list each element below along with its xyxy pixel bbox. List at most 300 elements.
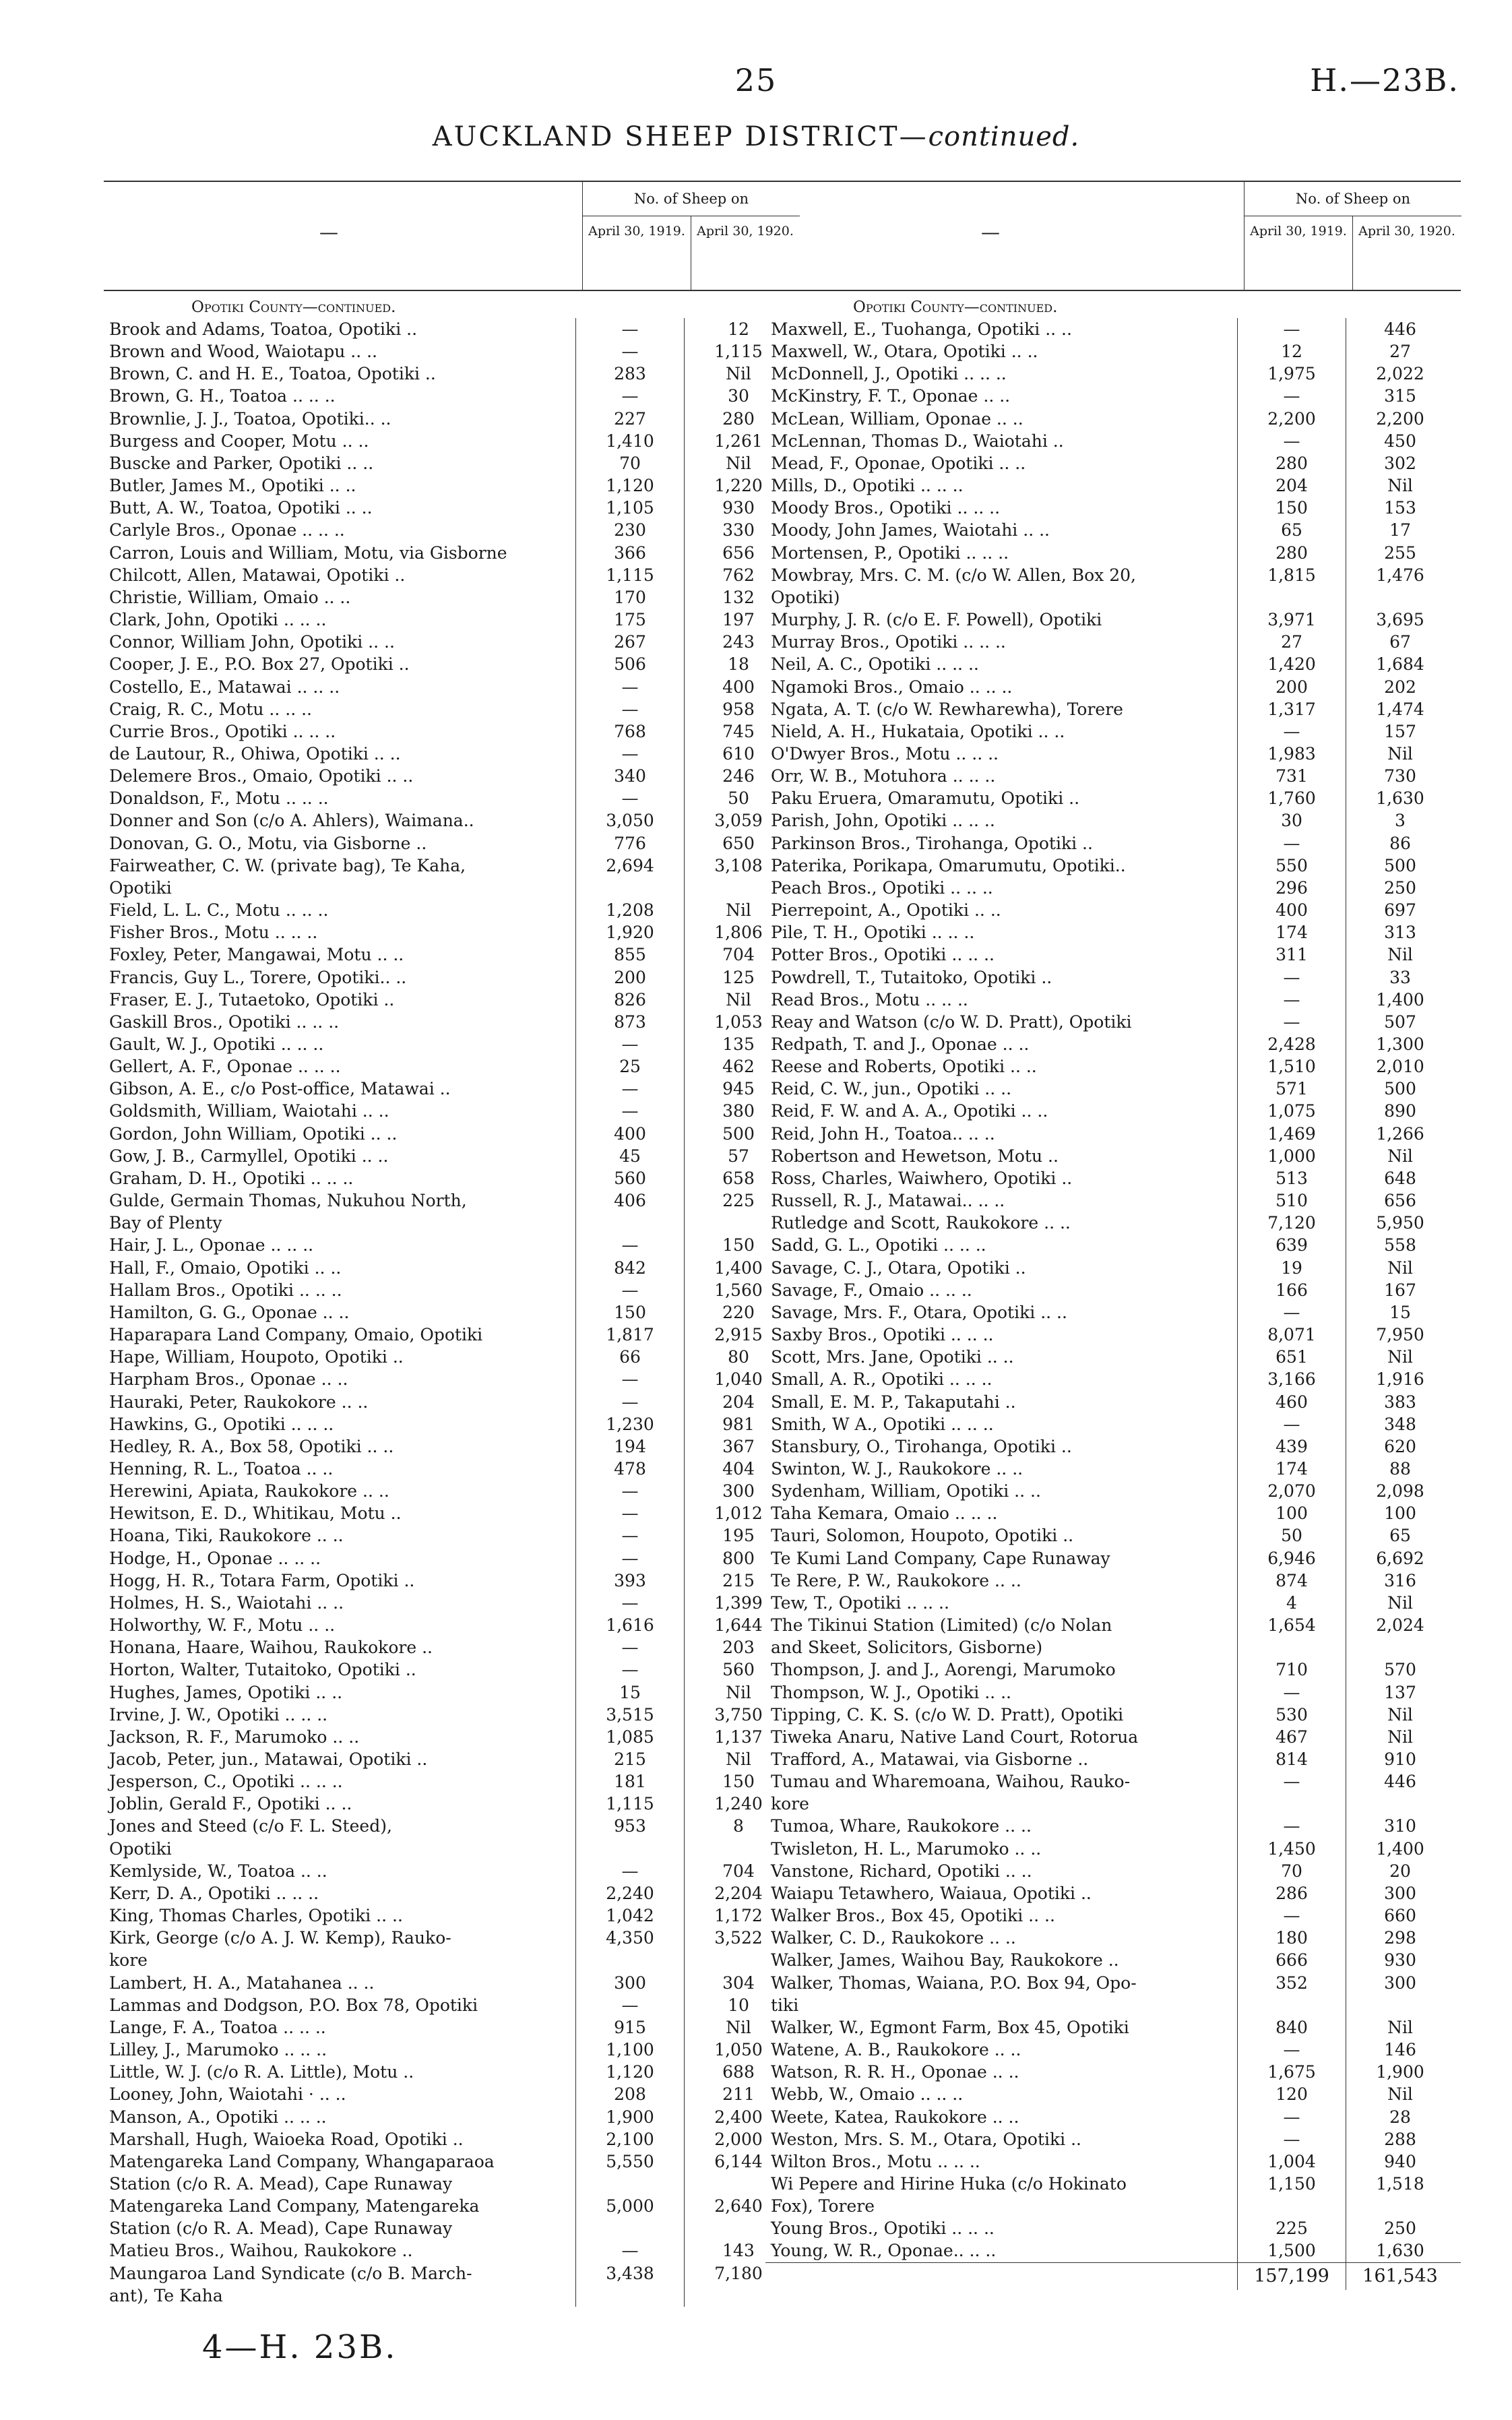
sheep-1919: 1,120: [575, 474, 684, 497]
sheep-1919: [1237, 1994, 1346, 2016]
sheep-1919: —: [1237, 832, 1346, 855]
sheep-1919: 280: [1237, 542, 1346, 564]
sheep-1919: —: [1237, 2128, 1346, 2150]
table-row: [104, 989, 799, 1011]
sheep-1920: 2,098: [1346, 1480, 1454, 1502]
table-row: [765, 2150, 1461, 2173]
sheep-1920: 167: [1346, 1279, 1454, 1301]
sheep-1920: 88: [1346, 1458, 1454, 1480]
table-row: [104, 586, 799, 609]
owner-name: Hogg, H. R., Totara Farm, Opotiki ..: [109, 1570, 415, 1590]
owner-name: Hauraki, Peter, Raukokore .. ..: [109, 1392, 369, 1412]
table-row: [765, 631, 1461, 653]
owner-name: kore: [109, 1950, 148, 1971]
owner-name: Donner and Son (c/o A. Ahlers), Waimana..: [109, 811, 474, 831]
table-row: [765, 1524, 1461, 1547]
table-row: [765, 1234, 1461, 1256]
sheep-1919: 3,438: [575, 2262, 684, 2285]
sheep-1919: 267: [575, 631, 684, 653]
sheep-1920: 1,240: [684, 1793, 792, 1815]
owner-name: Hamilton, G. G., Oponae .. ..: [109, 1302, 350, 1322]
page-footer: 4—H. 23B.: [202, 2328, 398, 2366]
sheep-1920: 17: [1346, 519, 1454, 541]
sheep-1919: —: [575, 787, 684, 809]
owner-name: Fairweather, C. W. (private bag), Te Kaha,: [109, 855, 466, 875]
owner-name: Sydenham, William, Opotiki .. ..: [771, 1481, 1041, 1501]
sheep-1920: 150: [684, 1770, 792, 1793]
sheep-1919: 1,616: [575, 1614, 684, 1636]
table-row: [104, 943, 799, 966]
owner-name: Lambert, H. A., Matahanea .. ..: [109, 1973, 375, 1993]
sheep-1919: 66: [575, 1346, 684, 1368]
table-row: [765, 586, 1461, 609]
sheep-1919: 6,946: [1237, 1547, 1346, 1570]
owner-name: Goldsmith, William, Waiotahi .. ..: [109, 1101, 389, 1121]
table-row: [104, 497, 799, 519]
owner-name: Foxley, Peter, Mangawai, Motu .. ..: [109, 945, 404, 965]
sheep-1920: 15: [1346, 1301, 1454, 1324]
table-row: [765, 1033, 1461, 1055]
owner-name: Vanstone, Richard, Opotiki .. ..: [771, 1861, 1032, 1881]
sheep-1920: 5,950: [1346, 1212, 1454, 1234]
sheep-1919: [575, 2173, 684, 2195]
owner-name: Ngata, A. T. (c/o W. Rewharewha), Torere: [771, 699, 1123, 719]
sheep-1919: 65: [1237, 519, 1346, 541]
owner-name: Tumoa, Whare, Raukokore .. ..: [771, 1816, 1032, 1836]
sheep-1919: [575, 877, 684, 899]
owner-name: Horton, Walter, Tutaitoko, Opotiki ..: [109, 1660, 416, 1680]
table-row: [765, 899, 1461, 921]
sheep-1919: —: [1237, 1815, 1346, 1837]
table-row: [104, 1055, 799, 1078]
sheep-1919: 768: [575, 720, 684, 743]
sheep-1919: 286: [1237, 1882, 1346, 1904]
totals-row: [765, 2262, 1461, 2290]
sheep-1920: 930: [1346, 1949, 1454, 1971]
sheep-1920: 2,204: [684, 1882, 792, 1904]
owner-name: Chilcott, Allen, Matawai, Opotiki ..: [109, 565, 406, 585]
owner-name: Tew, T., Opotiki .. .. ..: [771, 1592, 949, 1613]
sheep-1920: 300: [684, 1480, 792, 1502]
sheep-1920: Nil: [1346, 1704, 1454, 1726]
left-table: [104, 181, 799, 2307]
table-row: [104, 1838, 799, 1860]
sheep-1919: 2,240: [575, 1882, 684, 1904]
owner-name: Holmes, H. S., Waiotahi .. ..: [109, 1592, 344, 1613]
sheep-1920: 1,172: [684, 1904, 792, 1927]
sheep-1920: 620: [1346, 1435, 1454, 1458]
owner-name: Hoana, Tiki, Raukokore .. ..: [109, 1526, 344, 1546]
sheep-1920: 1,137: [684, 1726, 792, 1748]
table-row: [104, 787, 799, 809]
sheep-1920: 404: [684, 1458, 792, 1480]
table-row: [104, 1681, 799, 1704]
sheep-1919: 296: [1237, 877, 1346, 899]
sheep-1920: 383: [1346, 1391, 1454, 1413]
sheep-1919: 70: [1237, 1860, 1346, 1882]
table-row: [104, 385, 799, 407]
table-row: [765, 2128, 1461, 2150]
sheep-1919: 19: [1237, 1257, 1346, 1279]
right-table: [765, 181, 1461, 2290]
owner-name: Station (c/o R. A. Mead), Cape Runaway: [109, 2219, 453, 2239]
table-row: [765, 1793, 1461, 1815]
owner-name: Sadd, G. L., Opotiki .. .. ..: [771, 1235, 986, 1255]
sheep-1920: 2,400: [684, 2106, 792, 2128]
table-row: [104, 2083, 799, 2105]
sheep-1919: 230: [575, 519, 684, 541]
sheep-1919: 5,550: [575, 2150, 684, 2173]
table-row: [104, 631, 799, 653]
table-row: [104, 1614, 799, 1636]
sheep-1920: 143: [684, 2239, 792, 2262]
sheep-1920: 3: [1346, 809, 1454, 832]
table-row: [765, 609, 1461, 631]
sheep-1919: 776: [575, 832, 684, 855]
owner-name: Moody Bros., Opotiki .. .. ..: [771, 498, 1001, 518]
table-row: [765, 989, 1461, 1011]
table-row: [104, 720, 799, 743]
sheep-1920: 10: [684, 1994, 792, 2016]
sheep-1919: —: [575, 1234, 684, 1256]
sheep-1920: Nil: [684, 2016, 792, 2039]
sheep-1919: —: [1237, 1770, 1346, 1793]
owner-name: Brook and Adams, Toatoa, Opotiki ..: [109, 319, 418, 339]
owner-name: Savage, Mrs. F., Otara, Opotiki .. ..: [771, 1302, 1067, 1322]
owner-name: de Lautour, R., Ohiwa, Opotiki .. ..: [109, 743, 401, 764]
sheep-1919: —: [575, 1592, 684, 1614]
table-row: [104, 1994, 799, 2016]
sheep-1919: 393: [575, 1570, 684, 1592]
owner-name: Watson, R. R. H., Oponae .. ..: [771, 2062, 1019, 2082]
sheep-1920: 500: [1346, 1078, 1454, 1100]
table-row: [765, 809, 1461, 832]
sheep-1920: 65: [1346, 1524, 1454, 1547]
owner-name: Cooper, J. E., P.O. Box 27, Opotiki ..: [109, 654, 410, 675]
sheep-1920: 1,115: [684, 340, 792, 363]
owner-name: Gellert, A. F., Oponae .. .. ..: [109, 1057, 341, 1077]
sheep-1920: 1,261: [684, 430, 792, 452]
sheep-1920: 910: [1346, 1748, 1454, 1770]
owner-name: Tauri, Solomon, Houpoto, Opotiki ..: [771, 1526, 1074, 1546]
sheep-1919: 406: [575, 1189, 684, 1212]
table-row: [765, 408, 1461, 430]
sheep-1919: —: [575, 340, 684, 363]
table-row: [765, 1435, 1461, 1458]
owner-name: Peach Bros., Opotiki .. .. ..: [771, 877, 993, 898]
sheep-1920: 30: [684, 385, 792, 407]
sheep-1920: 288: [1346, 2128, 1454, 2150]
table-row: [765, 877, 1461, 899]
owner-name: Mowbray, Mrs. C. M. (c/o W. Allen, Box 20,: [771, 565, 1136, 585]
owner-name: Webb, W., Omaio .. .. ..: [771, 2084, 964, 2105]
owner-name: Clark, John, Opotiki .. .. ..: [109, 610, 327, 630]
owner-name: Walker, Thomas, Waiana, P.O. Box 94, Opo-: [771, 1973, 1137, 1993]
sheep-1920: 446: [1346, 1770, 1454, 1793]
sheep-1919: 1,115: [575, 564, 684, 586]
sheep-1919: 460: [1237, 1391, 1346, 1413]
owner-name: Bay of Plenty: [109, 1213, 222, 1233]
sheep-1919: [575, 1949, 684, 1971]
sheep-1919: 340: [575, 765, 684, 787]
sheep-1919: 953: [575, 1815, 684, 1837]
table-row: [104, 1123, 799, 1145]
table-row: [104, 452, 799, 474]
sheep-1920: 3,522: [684, 1927, 792, 1949]
sheep-1919: —: [575, 1078, 684, 1100]
owner-name: Brown, C. and H. E., Toatoa, Opotiki ..: [109, 364, 436, 384]
sheep-1920: 135: [684, 1033, 792, 1055]
sheep-1919: 3,050: [575, 809, 684, 832]
sheep-1919: 175: [575, 609, 684, 631]
sheep-1919: 4,350: [575, 1927, 684, 1949]
sheep-1920: 100: [1346, 1502, 1454, 1524]
table-row: [104, 542, 799, 564]
sheep-1919: 1,100: [575, 2039, 684, 2061]
table-row: [104, 2239, 799, 2262]
left-table-header: [104, 181, 799, 291]
sheep-1919: 666: [1237, 1949, 1346, 1971]
owner-name: Butler, James M., Opotiki .. ..: [109, 476, 356, 496]
table-row: [765, 497, 1461, 519]
owner-name: Te Kumi Land Company, Cape Runaway: [771, 1548, 1110, 1568]
owner-name: Lange, F. A., Toatoa .. .. ..: [109, 2017, 326, 2037]
sheep-1919: 571: [1237, 1078, 1346, 1100]
sheep-1920: 3,108: [684, 855, 792, 877]
sheep-1919: —: [1237, 1011, 1346, 1033]
sheep-1919: 1,469: [1237, 1123, 1346, 1145]
table-row: [765, 2016, 1461, 2039]
table-row: [765, 519, 1461, 541]
owner-name: Brown and Wood, Waiotapu .. ..: [109, 342, 377, 362]
sheep-1919: 174: [1237, 921, 1346, 943]
table-row: [765, 2195, 1461, 2217]
owner-name: McKinstry, F. T., Oponae .. ..: [771, 386, 1011, 406]
table-row: [104, 1391, 799, 1413]
sheep-1919: 1,500: [1237, 2239, 1346, 2262]
sheep-1919: 366: [575, 542, 684, 564]
sheep-1919: 227: [575, 408, 684, 430]
sheep-1919: 3,971: [1237, 609, 1346, 631]
sheep-1920: 1,518: [1346, 2173, 1454, 2195]
sheep-1919: 1,230: [575, 1413, 684, 1435]
sheep-1919: 400: [575, 1123, 684, 1145]
sheep-1919: 842: [575, 1257, 684, 1279]
sheep-1919: —: [575, 1547, 684, 1570]
table-row: [104, 318, 799, 340]
table-row: [765, 787, 1461, 809]
sheep-1920: 1,644: [684, 1614, 792, 1636]
sheep-1920: Nil: [684, 452, 792, 474]
owner-name: Taha Kemara, Omaio .. .. ..: [771, 1503, 998, 1524]
sheep-1919: 2,070: [1237, 1480, 1346, 1502]
sheep-1919: 181: [575, 1770, 684, 1793]
table-row: [765, 1055, 1461, 1078]
sheep-1920: 157: [1346, 720, 1454, 743]
sheep-1920: 298: [1346, 1927, 1454, 1949]
sheep-1919: 3,515: [575, 1704, 684, 1726]
sheep-1919: 1,042: [575, 1904, 684, 1927]
table-row: [765, 1346, 1461, 1368]
table-row: [765, 2039, 1461, 2061]
sheep-1919: —: [1237, 1413, 1346, 1435]
sheep-1920: 250: [1346, 877, 1454, 899]
owner-name: Gault, W. J., Opotiki .. .. ..: [109, 1034, 324, 1054]
sheep-1919: —: [575, 1860, 684, 1882]
owner-name: Russell, R. J., Matawai.. .. ..: [771, 1191, 1005, 1211]
sheep-1919: 1,004: [1237, 2150, 1346, 2173]
sheep-1920: 1,050: [684, 2039, 792, 2061]
sheep-1919: 1,115: [575, 1793, 684, 1815]
sheep-1920: 6,144: [684, 2150, 792, 2173]
table-row: [104, 2150, 799, 2173]
owner-name: Orr, W. B., Motuhora .. .. ..: [771, 766, 996, 786]
table-row: [104, 1167, 799, 1189]
page-number: 25: [734, 62, 778, 98]
sheep-1919: 439: [1237, 1435, 1346, 1458]
owner-name: Hewitson, E. D., Whitikau, Motu ..: [109, 1503, 402, 1524]
sheep-1920: 648: [1346, 1167, 1454, 1189]
sheep-1919: 710: [1237, 1658, 1346, 1681]
sheep-1920: 250: [1346, 2217, 1454, 2239]
sheep-1920: 137: [1346, 1681, 1454, 1704]
sheep-1919: 1,150: [1237, 2173, 1346, 2195]
county-heading: Opotiki County—continued.: [191, 299, 396, 316]
owner-name: Jones and Steed (c/o F. L. Steed),: [109, 1816, 392, 1836]
table-row: [765, 1882, 1461, 1904]
sheep-1919: 283: [575, 363, 684, 385]
table-row: [765, 1212, 1461, 1234]
sheep-1920: 1,400: [684, 1257, 792, 1279]
sheep-1920: 2,200: [1346, 408, 1454, 430]
table-row: [104, 809, 799, 832]
sheep-1920: 1,630: [1346, 787, 1454, 809]
owner-name: Robertson and Hewetson, Motu ..: [771, 1146, 1059, 1166]
header-dash: —: [319, 221, 338, 243]
table-row: [104, 1011, 799, 1033]
table-row: [765, 720, 1461, 743]
table-row: [104, 1212, 799, 1234]
sheep-1920: Nil: [1346, 943, 1454, 966]
sheep-1920: 2,024: [1346, 1614, 1454, 1636]
sheep-1919: 45: [575, 1145, 684, 1167]
sheep-1919: 1,675: [1237, 2061, 1346, 2083]
sheep-1920: 704: [684, 1860, 792, 1882]
owner-name: Ross, Charles, Waiwhero, Opotiki ..: [771, 1168, 1073, 1188]
table-row: [765, 1838, 1461, 1860]
table-row: [104, 1145, 799, 1167]
sheep-1920: 1,399: [684, 1592, 792, 1614]
sheep-1919: 874: [1237, 1570, 1346, 1592]
sheep-1920: 304: [684, 1972, 792, 1994]
total-1920: 161,543: [1346, 2263, 1454, 2290]
owner-name: Brown, G. H., Toatoa .. .. ..: [109, 386, 336, 406]
sheep-1920: 2,915: [684, 1324, 792, 1346]
owner-name: Gibson, A. E., c/o Post-office, Matawai ..: [109, 1079, 451, 1099]
sheep-1919: 194: [575, 1435, 684, 1458]
table-row: [765, 1547, 1461, 1570]
owner-name: Christie, William, Omaio .. ..: [109, 587, 351, 607]
table-row: [765, 2239, 1461, 2262]
year-1920-header: April 30, 1920.: [1352, 216, 1461, 290]
sheep-1920: 500: [1346, 855, 1454, 877]
sheep-1919: —: [1237, 2106, 1346, 2128]
table-row: [104, 743, 799, 765]
owner-name: Henning, R. L., Toatoa .. ..: [109, 1458, 334, 1479]
sheep-1920: Nil: [1346, 1726, 1454, 1748]
owner-name: Wilton Bros., Motu .. .. ..: [771, 2151, 980, 2171]
owner-name: tiki: [771, 1995, 799, 2015]
county-heading: Opotiki County—continued.: [853, 299, 1058, 316]
sheep-1919: 1,120: [575, 2061, 684, 2083]
sheep-1919: 400: [1237, 899, 1346, 921]
owner-name: Young, W. R., Oponae.. .. ..: [771, 2241, 997, 2261]
owner-name: Jacob, Peter, jun., Matawai, Opotiki ..: [109, 1749, 428, 1769]
owner-name: Matieu Bros., Waihou, Raukokore ..: [109, 2241, 413, 2261]
sheep-1919: —: [1237, 1904, 1346, 1927]
sheep-1919: 1,085: [575, 1726, 684, 1748]
sheep-1919: 1,817: [575, 1324, 684, 1346]
sheep-1920: 2,022: [1346, 363, 1454, 385]
table-row: [104, 1726, 799, 1748]
sheep-1920: 225: [684, 1189, 792, 1212]
owner-name: Reay and Watson (c/o W. D. Pratt), Opotiki: [771, 1012, 1132, 1032]
sheep-1920: 1,630: [1346, 2239, 1454, 2262]
owner-name: Walker Bros., Box 45, Opotiki .. ..: [771, 1906, 1055, 1926]
sheep-1919: 1,317: [1237, 698, 1346, 720]
owner-name: Tipping, C. K. S. (c/o W. D. Pratt), Opotiki: [771, 1704, 1124, 1725]
sheep-1919: 12: [1237, 340, 1346, 363]
owner-name: Small, A. R., Opotiki .. .. ..: [771, 1369, 993, 1390]
table-row: [104, 1793, 799, 1815]
sheep-1919: —: [1237, 989, 1346, 1011]
sheep-1919: 7,120: [1237, 1212, 1346, 1234]
table-row: [765, 1815, 1461, 1837]
sheep-1919: —: [575, 1391, 684, 1413]
table-row: [104, 855, 799, 877]
table-row: [765, 1391, 1461, 1413]
sheep-1919: 1,654: [1237, 1614, 1346, 1636]
table-row: [104, 2061, 799, 2083]
sheep-1919: 467: [1237, 1726, 1346, 1748]
table-row: [104, 340, 799, 363]
sheep-1919: 1,208: [575, 899, 684, 921]
table-row: [104, 2128, 799, 2150]
sheep-1920: 280: [684, 408, 792, 430]
table-row: [765, 676, 1461, 698]
sheep-1920: [1346, 1636, 1454, 1658]
owner-name: Smith, W A., Opotiki .. .. ..: [771, 1414, 994, 1434]
page-title: [0, 121, 1512, 152]
table-row: [765, 832, 1461, 855]
sheep-1919: 200: [575, 966, 684, 989]
sheep-1919: 1,983: [1237, 743, 1346, 765]
owner-name: Te Rere, P. W., Raukokore .. ..: [771, 1570, 1021, 1590]
table-row: [104, 1860, 799, 1882]
sheep-1919: 2,100: [575, 2128, 684, 2150]
sheep-1919: —: [1237, 430, 1346, 452]
sheep-1920: 1,300: [1346, 1033, 1454, 1055]
sheep-1920: 658: [684, 1167, 792, 1189]
sheep-1919: 530: [1237, 1704, 1346, 1726]
sheep-1919: 1,420: [1237, 653, 1346, 675]
sheep-1920: 656: [1346, 1189, 1454, 1212]
owner-name: Hodge, H., Oponae .. .. ..: [109, 1548, 321, 1568]
sheep-1920: 1,476: [1346, 564, 1454, 586]
sheep-1919: 1,760: [1237, 787, 1346, 809]
sheep-1920: [1346, 2195, 1454, 2217]
table-row: [765, 1704, 1461, 1726]
